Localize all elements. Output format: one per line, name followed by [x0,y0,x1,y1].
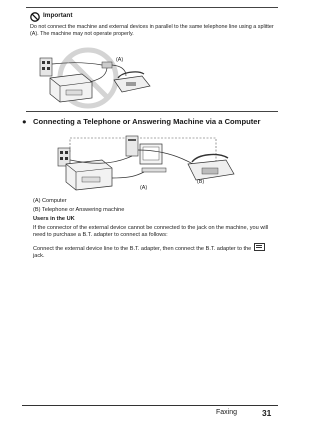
wall-jack [58,148,70,166]
important-title: Important [43,12,73,19]
splitter-label: (A) [116,57,124,63]
splitter-diagram [30,44,190,114]
splitter [102,62,112,68]
footer-page-number: 31 [262,408,272,418]
legend-item-computer: (A) Computer [33,198,67,204]
footer-rule [22,405,278,406]
uk-paragraph-2-text: Connect the external device line to the B.T. adapter, then connect the B.T. adapter to the [33,246,252,252]
wall-jack [40,58,52,76]
important-bottom-rule [26,111,278,112]
important-top-rule [26,7,278,8]
section-bullet: ● [22,117,27,126]
computer-label: (A) [140,185,148,191]
printer-machine [66,160,112,190]
uk-heading: Users in the UK [33,216,75,222]
telephone-jack-icon [254,243,265,251]
footer-section-name: Faxing [216,409,238,416]
important-text: Do not connect the machine and external devices in parallel to the same telephone line using a splitter (A). The machine may not operate properly. [30,24,274,37]
telephone-label: (B) [197,179,205,185]
uk-paragraph-1: If the connector of the external device cannot be connected to the jack on the machine, you will need to purchase a B.T. adapter to connect as follows: [33,225,269,239]
uk-paragraph-2 [33,243,278,261]
printer-machine [50,74,92,102]
section-heading: Connecting a Telephone or Answering Machine via a Computer [33,117,261,126]
prohibition-icon [30,12,40,22]
legend-item-telephone: (B) Telephone or Answering machine [33,207,125,213]
uk-paragraph-2-tail: jack. [33,253,45,260]
